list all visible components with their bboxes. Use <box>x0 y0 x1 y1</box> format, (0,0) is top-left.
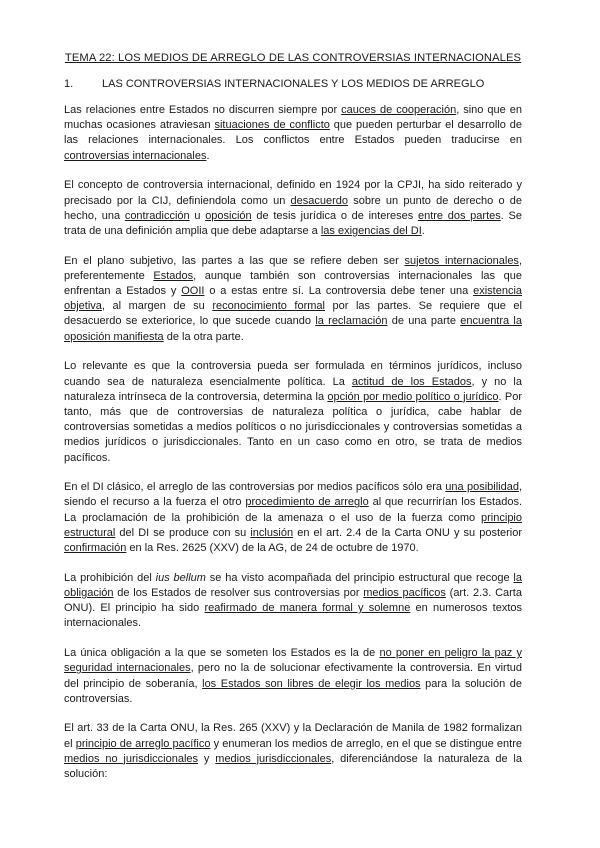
underlined-phrase: OOII <box>181 285 205 298</box>
underlined-phrase: reafirmado de manera formal y solemne <box>204 602 411 615</box>
text-run: . Por tanto, más que de controversias de naturaleza política o jurídica, cabe hablar de controversias sometidas a medios políticos o no jurisdiccionales y controversias sometidas a medios jurídicos o jurisdiccionales. Tanto en un caso como en otro, se trata de medios pacíficos. <box>64 390 522 464</box>
text-run: de los Estados de resolver sus controversias por <box>113 586 364 599</box>
text-run: , sino que en muchas ocasiones atraviesan <box>64 104 522 132</box>
underlined-phrase: procedimiento de arreglo <box>245 496 369 509</box>
paragraph <box>64 178 522 239</box>
underlined-phrase: encuentra la oposición manifiesta <box>64 315 522 343</box>
paragraph <box>64 646 522 707</box>
underlined-phrase: no poner en peligro la paz y seguridad internacionales <box>64 647 522 675</box>
underlined-phrase: la obligación <box>64 571 522 599</box>
text-run: u <box>189 209 206 222</box>
text-run: El concepto de controversia internacional, definido en 1924 por la CPJI, ha sido reiterado y precisado por la CIJ, definiendola como un <box>64 179 522 207</box>
underlined-phrase: la reclamación <box>315 315 388 328</box>
underlined-phrase: principio de arreglo pacífico <box>75 737 211 750</box>
text-run: . Se trata de una definición amplia que debe adaptarse a <box>64 209 522 237</box>
text-run: para la solución de controversias. <box>64 677 522 705</box>
text-run: en el art. 2.4 de la Carta ONU y su posterior <box>293 526 523 539</box>
text-run: . <box>206 149 210 162</box>
text-run: del DI se produce con su <box>115 526 251 539</box>
text-run: Lo relevante es que la controversia pueda ser formulada en términos jurídicos, incluso cuando sea de naturaleza esencialmente política. La <box>64 360 522 388</box>
text-run: En el DI clásico, el arreglo de las controversias por medios pacíficos sólo era <box>64 481 446 494</box>
underlined-phrase: medios pacíficos <box>363 586 446 599</box>
text-run: en la Res. 2625 (XXV) de la AG, de 24 de octubre de 1970. <box>126 542 419 555</box>
underlined-phrase: reconocimiento formal <box>212 300 325 313</box>
underlined-phrase: Estados <box>153 269 194 282</box>
text-run: El art. 33 de la Carta ONU, la Res. 265 (XXV) y la Declaración de Manila de 1982 formalizan el <box>64 722 522 750</box>
text-run: se ha visto acompañada del principio estructural que recoge <box>205 571 514 584</box>
underlined-phrase: situaciones de conflicto <box>214 119 330 132</box>
text-run: de una parte <box>387 315 461 328</box>
underlined-phrase: inclusión <box>250 526 294 539</box>
paragraph <box>64 721 522 782</box>
document-body <box>64 103 522 782</box>
text-run: o a estas entre sí. La controversia debe tener una <box>204 285 474 298</box>
underlined-phrase: controversias internacionales <box>64 149 207 162</box>
text-run: que pueden perturbar el desarrollo de las relaciones internacionales. Los conflictos entre Estados pueden traducirse en <box>64 119 522 147</box>
underlined-phrase: entre dos partes <box>417 209 501 222</box>
text-run: y <box>198 752 216 765</box>
underlined-phrase: las exigencias del DI <box>320 224 422 237</box>
text-run: , diferenciándose la naturaleza de la solución: <box>64 752 522 781</box>
text-run: La única obligación a la que se someten los Estados es la de <box>64 647 380 660</box>
text-run: , aunque también son controversias internacionales las que enfrentan a Estados y <box>64 269 522 298</box>
paragraph <box>64 254 522 345</box>
text-run: al que recurrirían los Estados. La proclamación de la prohibición de la amenaza o el uso de la fuerza como <box>64 496 522 524</box>
underlined-phrase: cauces de cooperación <box>341 104 457 116</box>
text-run: , pero no la de solucionar efectivamente la controversia. En virtud del principio de soberanía, <box>64 662 522 690</box>
paragraph <box>64 359 522 465</box>
text-run: , al margen de su <box>101 300 213 313</box>
underlined-phrase: contradicción <box>124 209 190 222</box>
underlined-phrase: medios jurisdiccionales <box>215 752 332 765</box>
underlined-phrase: oposición <box>205 209 252 222</box>
text-run: y enumeran los medios de arreglo, en el que se distingue entre <box>210 737 522 750</box>
section-heading <box>64 78 522 90</box>
underlined-phrase: opción por medio político o jurídico <box>327 390 499 403</box>
underlined-phrase: actitud de los Estados <box>351 375 472 388</box>
text-run: de la otra parte. <box>163 330 244 343</box>
underlined-phrase: una posibilidad <box>445 481 519 494</box>
text-run: En el plano subjetivo, las partes a las que se refiere deben ser <box>64 254 405 267</box>
text-run: (art. 2.3. Carta ONU). El principio ha sido <box>64 586 522 615</box>
text-run: de tesis jurídica o de intereses <box>251 209 418 222</box>
underlined-phrase: desacuerdo <box>290 194 349 207</box>
text-run: . <box>421 224 425 237</box>
section-number: 1. <box>64 78 74 90</box>
text-run: por las partes. Se requiere que el desacuerdo se exteriorice, lo que sucede cuando <box>64 300 522 328</box>
paragraph <box>64 103 522 164</box>
underlined-phrase: sujetos internacionales <box>404 254 519 267</box>
underlined-phrase: principio estructural <box>64 511 522 539</box>
paragraph <box>64 571 522 632</box>
text-run: en numerosos textos internacionales. <box>64 602 522 630</box>
underlined-phrase: medios no jurisdiccionales <box>64 752 199 765</box>
text-run: , preferentemente <box>64 254 522 282</box>
underlined-phrase: los Estados son libres de elegir los medios <box>202 677 421 690</box>
page-title: TEMA 22: LOS MEDIOS DE ARREGLO DE LAS CONTROVERSIAS INTERNACIONALES <box>64 52 522 64</box>
underlined-phrase: confirmación <box>64 542 127 555</box>
text-run: sobre un punto de derecho o de hecho, una <box>64 194 522 222</box>
text-run: La prohibición del <box>64 571 156 584</box>
paragraph <box>64 480 522 556</box>
section-title: LAS CONTROVERSIAS INTERNACIONALES Y LOS MEDIOS DE ARREGLO <box>102 78 485 90</box>
text-run: Las relaciones entre Estados no discurren siempre por <box>64 104 342 116</box>
text-run: , y no la naturaleza intrínseca de la controversia, determina la <box>64 375 522 403</box>
text-run: , siendo el recurso a la fuerza el otro <box>64 481 522 509</box>
underlined-phrase: existencia objetiva <box>64 285 523 313</box>
italic-phrase: ius bellum <box>155 571 206 584</box>
